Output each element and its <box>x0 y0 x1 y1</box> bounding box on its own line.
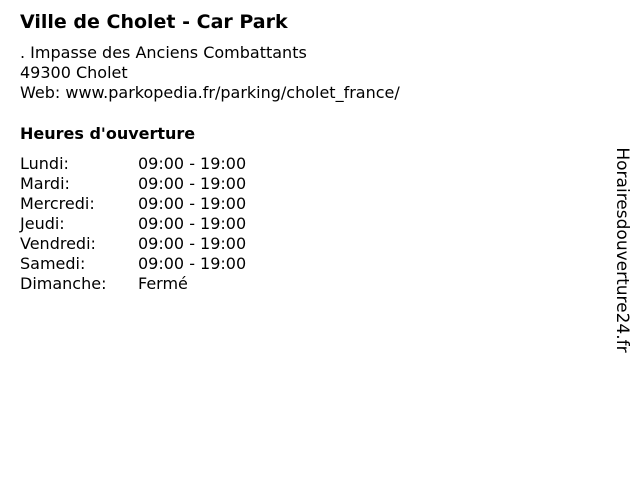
time-value: 09:00 - 19:00 <box>138 174 247 193</box>
page-title: Ville de Cholet - Car Park <box>20 11 288 33</box>
day-label: Samedi: <box>20 254 86 273</box>
website-link[interactable]: Web: www.parkopedia.fr/parking/cholet_france/ <box>20 83 400 102</box>
address-street: . Impasse des Anciens Combattants <box>20 43 307 62</box>
time-value: 09:00 - 19:00 <box>138 234 247 253</box>
day-label: Jeudi: <box>20 214 65 233</box>
day-label: Lundi: <box>20 154 69 173</box>
address-city: 49300 Cholet <box>20 63 128 82</box>
site-watermark: Horairesdouverture24.fr <box>612 147 632 353</box>
time-value: 09:00 - 19:00 <box>138 214 247 233</box>
day-label: Dimanche: <box>20 274 107 293</box>
day-label: Mardi: <box>20 174 70 193</box>
time-value: 09:00 - 19:00 <box>138 194 247 213</box>
address-block <box>20 43 400 103</box>
time-value: 09:00 - 19:00 <box>138 254 247 273</box>
time-value: 09:00 - 19:00 <box>138 154 247 173</box>
day-label: Vendredi: <box>20 234 96 253</box>
hours-heading: Heures d'ouverture <box>20 124 196 143</box>
time-value: Fermé <box>138 274 188 293</box>
day-label: Mercredi: <box>20 194 95 213</box>
